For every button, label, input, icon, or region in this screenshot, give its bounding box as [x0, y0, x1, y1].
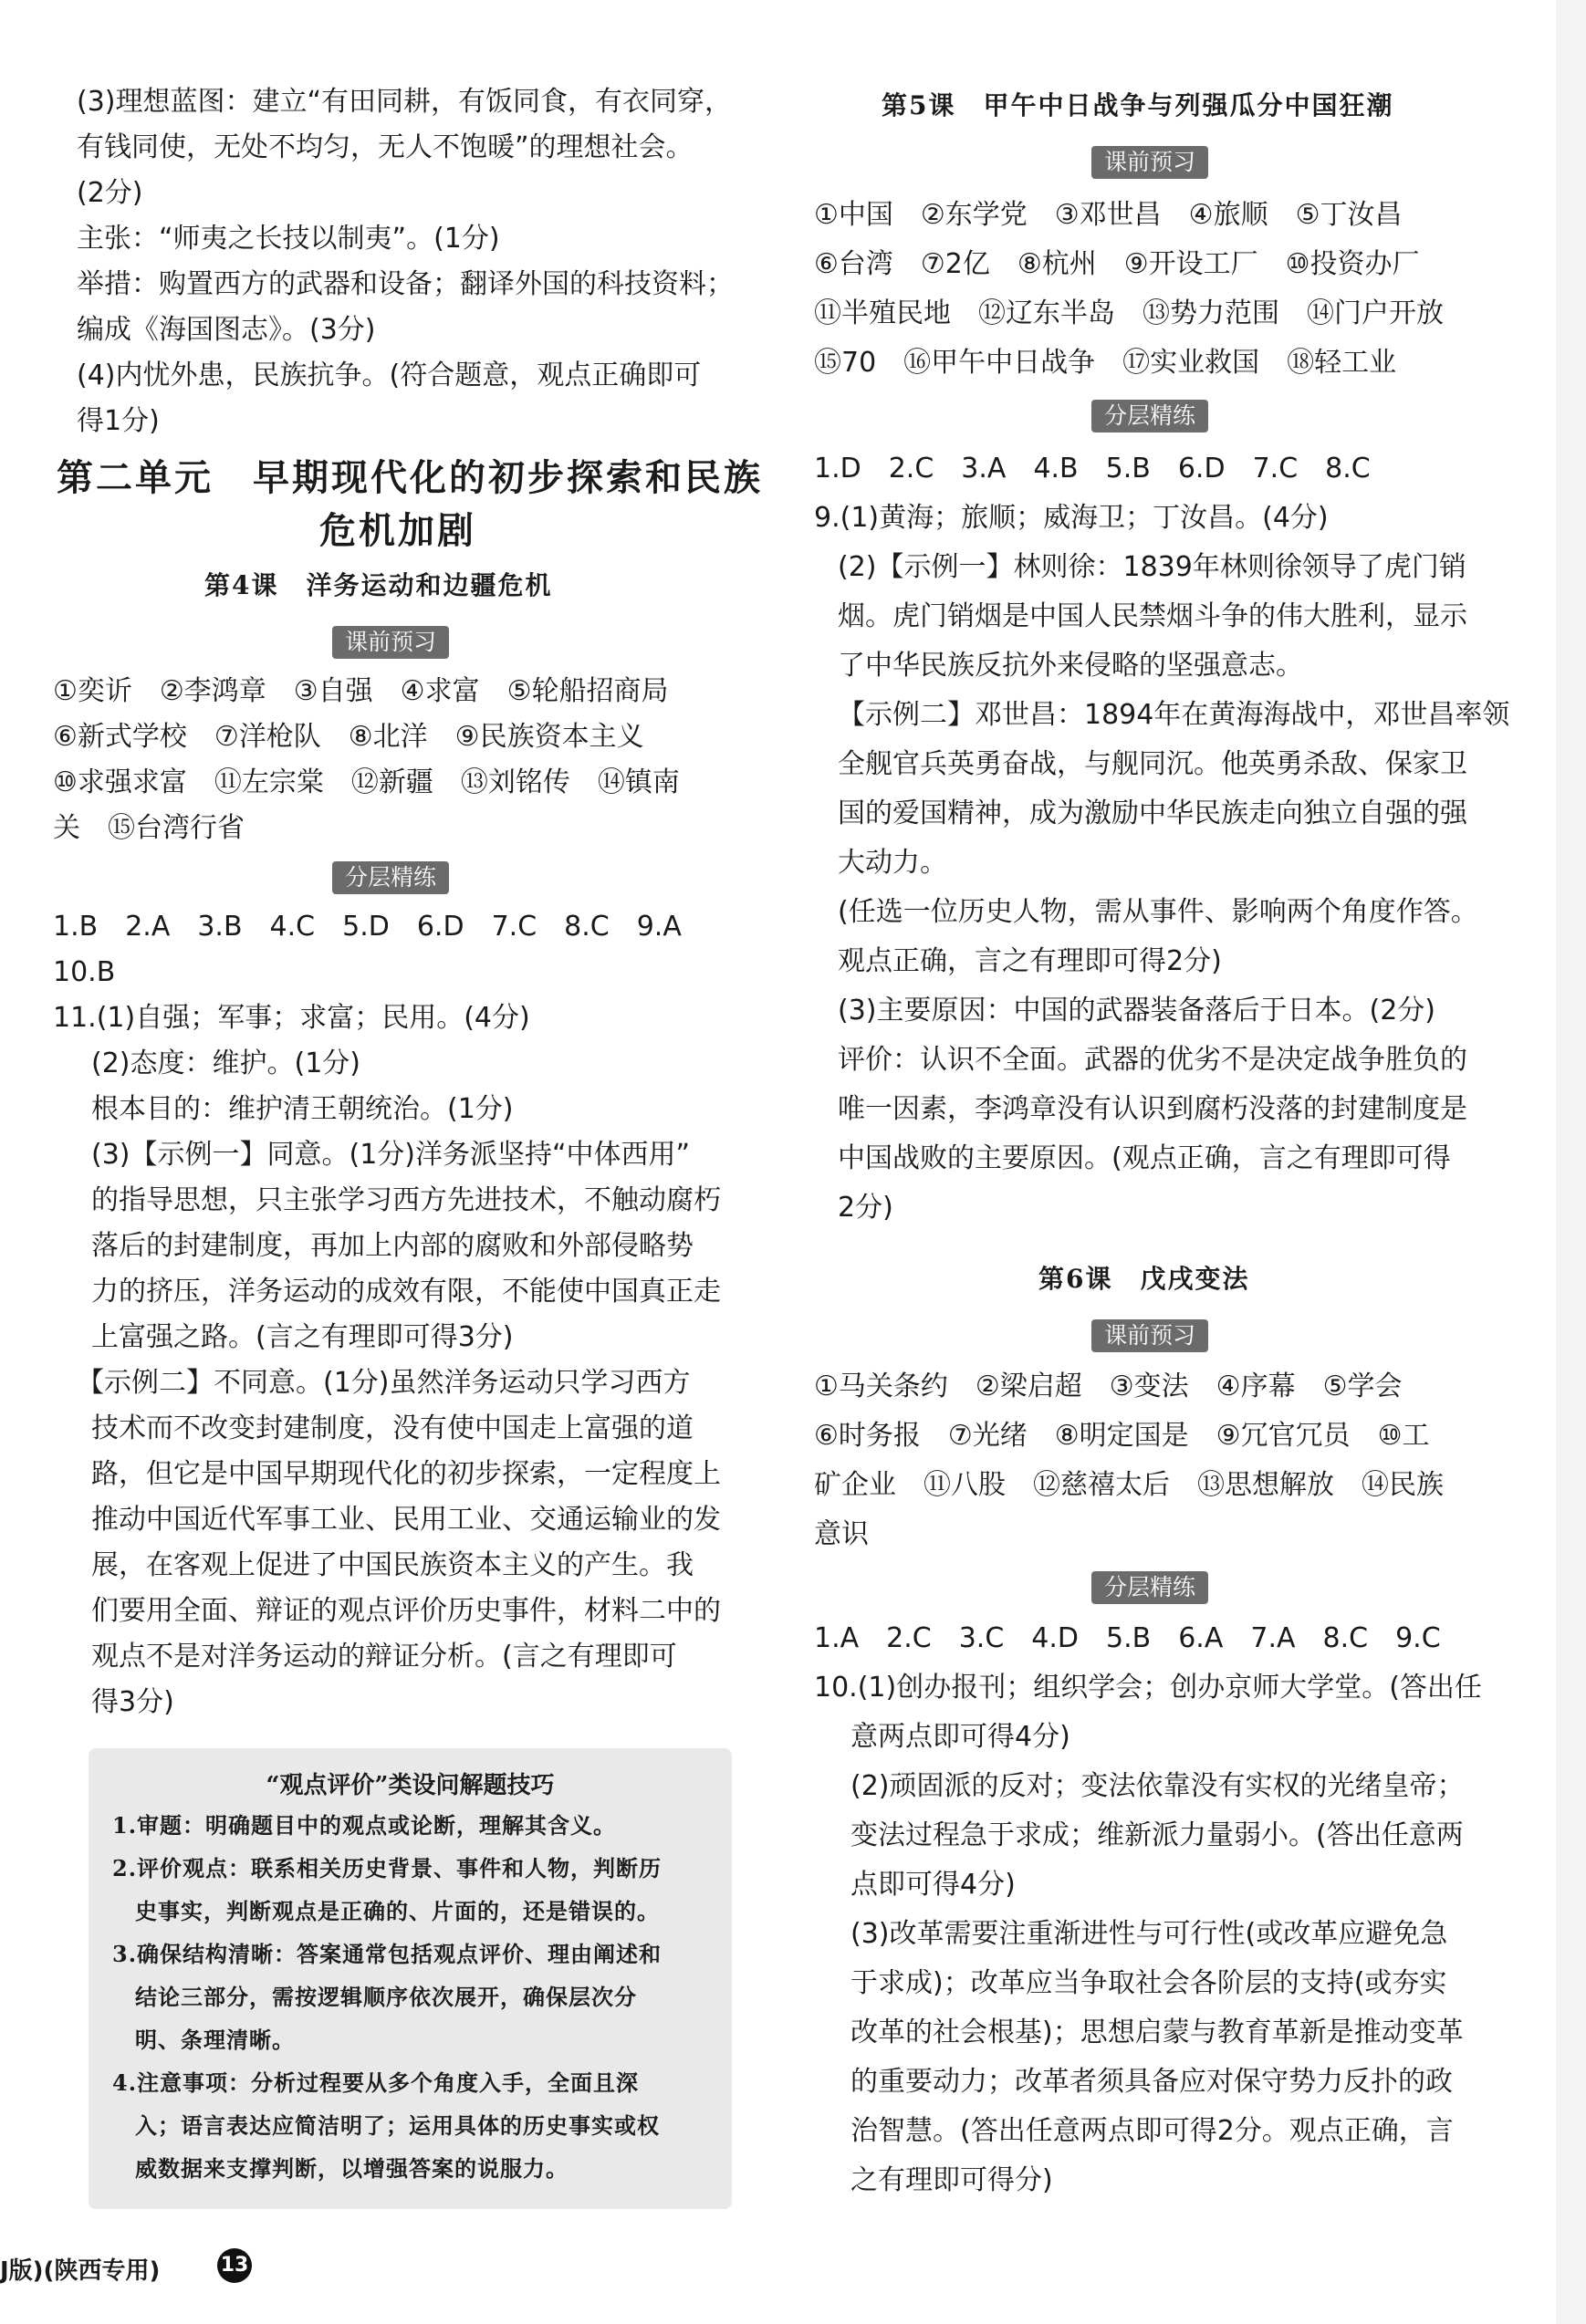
answer-line: 展，在客观上促进了中国民族资本主义的产生。我 — [91, 1549, 694, 1581]
answer-line: 了中华民族反抗外来侵略的坚强意志。 — [838, 650, 1303, 682]
answer-line: 路，但它是中国早期现代化的初步探索，一定程度上 — [91, 1458, 721, 1490]
answer-line: 1.A 2.C 3.C 4.D 5.B 6.A 7.A 8.C 9.C — [814, 1622, 1441, 1654]
text-line: 有钱同使，无处不均匀，无人不饱暖”的理想社会。 — [77, 131, 694, 163]
tag-preview: 课前预习 — [1091, 1319, 1208, 1352]
answer-line: 评价：认识不全面。武器的优劣不是决定战争胜负的 — [838, 1044, 1467, 1076]
text-line: 举措：购置西方的武器和设备；翻译外国的科技资料； — [77, 268, 734, 300]
answer-line: 10.B — [53, 956, 116, 988]
answer-line: 于求成)；改革应当争取社会各阶层的支持(或夯实 — [850, 1967, 1447, 1999]
text-line: (4)内忧外患，民族抗争。(符合题意，观点正确即可 — [77, 360, 702, 391]
tip-line: 威数据来支撑判断，以增强答案的说服力。 — [112, 2155, 569, 2182]
footer-edition: J版)(陕西专用) — [0, 2257, 161, 2285]
text-line: 主张：“师夷之长技以制夷”。(1分) — [77, 223, 500, 255]
lesson-4-title: 第4课 洋务运动和边疆危机 — [204, 570, 553, 600]
preview-line: ⑥台湾 ⑦2亿 ⑧杭州 ⑨开设工厂 ⑩投资办厂 — [814, 248, 1420, 280]
preview-line: ⑪半殖民地 ⑫辽东半岛 ⑬势力范围 ⑭门户开放 — [814, 297, 1444, 329]
answer-line: 上富强之路。(言之有理即可得3分) — [91, 1321, 514, 1353]
answer-line: (3)主要原因：中国的武器装备落后于日本。(2分) — [838, 995, 1435, 1027]
answer-line: (任选一位历史人物，需从事件、影响两个角度作答。 — [838, 896, 1478, 928]
preview-line: ①马关条约 ②梁启超 ③变法 ④序幕 ⑤学会 — [814, 1370, 1403, 1402]
tip-line: 4.注意事项：分析过程要从多个角度入手，全面且深 — [112, 2069, 640, 2096]
preview-line: ⑮70 ⑯甲午中日战争 ⑰实业救国 ⑱轻工业 — [814, 347, 1397, 379]
answer-line: 2分) — [838, 1192, 893, 1224]
preview-line: ①奕䜣 ②李鸿章 ③自强 ④求富 ⑤轮船招商局 — [53, 675, 669, 707]
answer-line: 【示例二】邓世昌：1894年在黄海海战中，邓世昌率领 — [838, 699, 1510, 731]
answer-line: 意两点即可得4分) — [850, 1721, 1070, 1753]
preview-line: 矿企业 ⑪八股 ⑫慈禧太后 ⑬思想解放 ⑭民族 — [814, 1469, 1444, 1501]
tips-box — [89, 1748, 732, 2209]
answer-line: 大动力。 — [838, 847, 947, 879]
text-line: 得1分) — [77, 405, 160, 437]
answer-line: 10.(1)创办报刊；组织学会；创办京师大学堂。(答出任 — [814, 1672, 1482, 1704]
answer-line: 技术而不改变封建制度，没有使中国走上富强的道 — [91, 1412, 694, 1444]
text-line: (2分) — [77, 177, 143, 209]
tip-line: 1.审题：明确题目中的观点或论断，理解其含义。 — [112, 1812, 617, 1839]
answer-line: 全舰官兵英勇奋战，与舰同沉。他英勇杀敌、保家卫 — [838, 748, 1467, 780]
answer-line: 中国战败的主要原因。(观点正确，言之有理即可得 — [838, 1142, 1451, 1174]
answer-line: 国的爱国精神，成为激励中华民族走向独立自强的强 — [838, 797, 1467, 829]
answer-line: 变法过程急于求成；维新派力量弱小。(答出任意两 — [850, 1819, 1464, 1851]
answer-line: 的重要动力；改革者须具备应对保守势力反扑的政 — [850, 2066, 1453, 2098]
tip-line: 3.确保结构清晰：答案通常包括观点评价、理由阐述和 — [112, 1941, 663, 1967]
answer-line: 11.(1)自强；军事；求富；民用。(4分) — [53, 1002, 530, 1034]
answer-line: 唯一因素，李鸿章没有认识到腐朽没落的封建制度是 — [838, 1093, 1467, 1125]
answer-line: 落后的封建制度，再加上内部的腐败和外部侵略势 — [91, 1230, 694, 1262]
unit-title: 第二单元 早期现代化的初步探索和民族 — [57, 456, 763, 499]
answer-line: 治智慧。(答出任意两点即可得2分。观点正确，言 — [850, 2115, 1454, 2147]
answer-line: (3)【示例一】同意。(1分)洋务派坚持“中体西用” — [91, 1139, 691, 1171]
tag-preview: 课前预习 — [1091, 146, 1208, 179]
answer-line: 们要用全面、辩证的观点评价历史事件，材料二中的 — [91, 1595, 721, 1627]
lesson-5-title: 第5课 甲午中日战争与列强瓜分中国狂潮 — [882, 90, 1394, 120]
preview-line: 关 ⑮台湾行省 — [53, 812, 245, 844]
answer-line: (2)顽固派的反对；变法依靠没有实权的光绪皇帝； — [850, 1770, 1465, 1802]
preview-line: ⑥时务报 ⑦光绪 ⑧明定国是 ⑨冗官冗员 ⑩工 — [814, 1420, 1430, 1452]
answer-line: 改革的社会根基)；思想启蒙与教育革新是推动变革 — [850, 2017, 1464, 2048]
tip-line: 结论三部分，需按逻辑顺序依次展开，确保层次分 — [112, 1984, 637, 2010]
answer-line: 【示例二】不同意。(1分)虽然洋务运动只学习西方 — [77, 1367, 691, 1399]
text-line: 编成《海国图志》。(3分) — [77, 314, 376, 346]
tip-line: 入；语言表达应简洁明了；运用具体的历史事实或权 — [112, 2112, 660, 2139]
answer-line: 1.D 2.C 3.A 4.B 5.B 6.D 7.C 8.C — [814, 453, 1371, 485]
tip-line: 明、条理清晰。 — [112, 2027, 295, 2053]
answer-line: 烟。虎门销烟是中国人民禁烟斗争的伟大胜利，显示 — [838, 600, 1467, 632]
answer-line: 的指导思想，只主张学习西方先进技术，不触动腐朽 — [91, 1184, 721, 1216]
tag-preview: 课前预习 — [332, 626, 449, 659]
answer-line: 1.B 2.A 3.B 4.C 5.D 6.D 7.C 8.C 9.A — [53, 911, 682, 943]
answer-line: 根本目的：维护清王朝统治。(1分) — [91, 1093, 514, 1125]
answer-line: 观点不是对洋务运动的辩证分析。(言之有理即可 — [91, 1641, 677, 1673]
preview-line: ⑥新式学校 ⑦洋枪队 ⑧北洋 ⑨民族资本主义 — [53, 721, 644, 753]
lesson-6-title: 第6课 戊戌变法 — [1038, 1264, 1250, 1294]
answer-line: (3)改革需要注重渐进性与可行性(或改革应避免急 — [850, 1918, 1448, 1950]
tag-practice: 分层精练 — [1091, 1571, 1208, 1604]
tip-line: 史事实，判断观点是正确的、片面的，还是错误的。 — [112, 1898, 660, 1924]
page-edge-strip — [1556, 0, 1586, 2324]
text-line: (3)理想蓝图：建立“有田同耕，有饭同食，有衣同穿， — [77, 86, 733, 118]
tips-title: “观点评价”类设问解题技巧 — [266, 1772, 555, 1799]
tag-practice: 分层精练 — [1091, 400, 1208, 432]
preview-line: ①中国 ②东学党 ③邓世昌 ④旅顺 ⑤丁汝昌 — [814, 199, 1403, 231]
answer-line: 力的挤压，洋务运动的成效有限，不能使中国真正走 — [91, 1276, 721, 1308]
answer-line: 点即可得4分) — [850, 1869, 1016, 1901]
preview-line: 意识 — [814, 1518, 869, 1550]
tag-practice: 分层精练 — [332, 861, 449, 894]
preview-line: ⑩求强求富 ⑪左宗棠 ⑫新疆 ⑬刘铭传 ⑭镇南 — [53, 766, 680, 798]
answer-line: 得3分) — [91, 1686, 174, 1718]
answer-line: (2)态度：维护。(1分) — [91, 1047, 360, 1079]
answer-line: 9.(1)黄海；旅顺；威海卫；丁汝昌。(4分) — [814, 502, 1329, 534]
answer-line: (2)【示例一】林则徐：1839年林则徐领导了虎门销 — [838, 551, 1466, 583]
answer-line: 推动中国近代军事工业、民用工业、交通运输业的发 — [91, 1504, 721, 1536]
answer-line: 之有理即可得分) — [850, 2164, 1053, 2196]
answer-line: 观点正确，言之有理即可得2分) — [838, 945, 1222, 977]
tip-line: 2.评价观点：联系相关历史背景、事件和人物，判断历 — [112, 1855, 663, 1881]
page-number: 13 — [217, 2248, 252, 2283]
unit-title-cont: 危机加剧 — [319, 509, 476, 552]
